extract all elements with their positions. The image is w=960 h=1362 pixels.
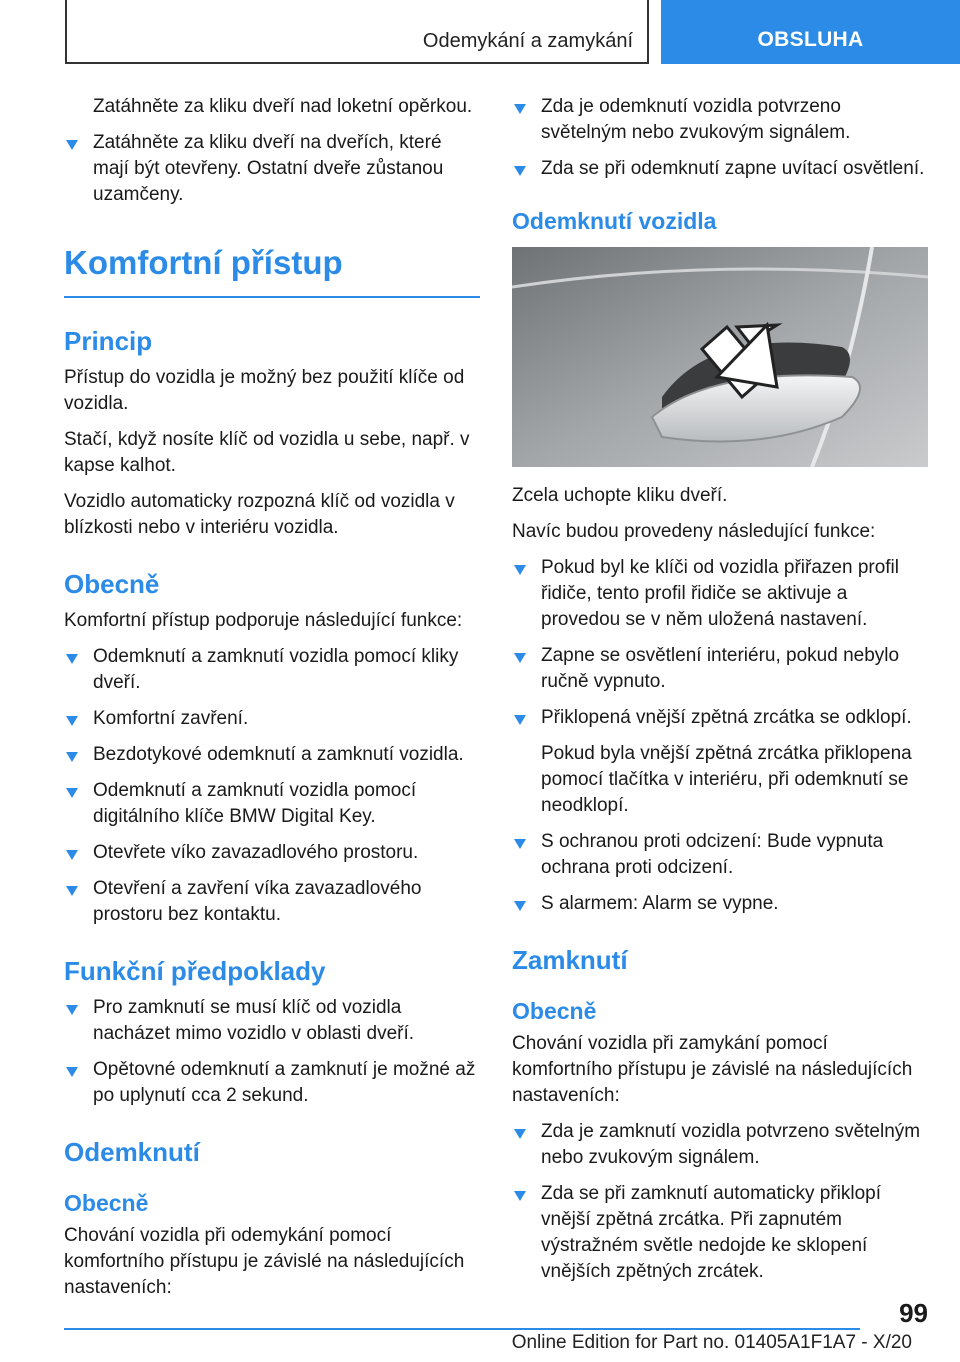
header-box — [65, 0, 649, 64]
list-item: Zda se při odemknutí zapne uvítací osvětlení. — [512, 156, 928, 182]
odemknuti-vozidla-heading: Odemknutí vozidla — [512, 208, 717, 234]
list-item: Otevřete víko zavazadlového prostoru. — [64, 840, 480, 866]
list-item: Komfortní zavření. — [64, 706, 480, 732]
bullet-triangle-icon — [66, 654, 78, 664]
bullet-triangle-icon — [66, 850, 78, 860]
obecne-intro: Komfortní přístup podporuje následující funkce: — [64, 610, 463, 631]
list-item: Bezdotykové odemknutí a zamknutí vozidla. — [64, 742, 480, 768]
bullet-triangle-icon — [66, 716, 78, 726]
zamknuti-subheading: Obecně — [512, 998, 597, 1024]
list-item: Odemknutí a zamknutí vozidla pomocí digitálního klíče BMW Digital Key. — [64, 778, 480, 830]
princip-para: Přístup do vozidla je možný bez použití klíče od vozidla. — [64, 367, 465, 414]
bullet-triangle-icon — [514, 166, 526, 176]
princip-para: Vozidlo automaticky rozpozná klíč od vozidla v blízkosti nebo v interiéru vozidla. — [64, 491, 455, 538]
mirror-note: Pokud byla vnější zpětná zrcátka přiklopena pomocí tlačítka v interiéru, při odemknutí se neodklopí. — [541, 743, 912, 816]
list-item: Pro zamknutí se musí klíč od vozidla nacházet mimo vozidlo v oblasti dveří. — [64, 995, 480, 1047]
list-item: Přiklopená vnější zpětná zrcátka se odklopí. — [512, 705, 928, 731]
intro-list — [64, 130, 480, 208]
right-column — [512, 94, 928, 1295]
bullet-triangle-icon — [66, 1005, 78, 1015]
bullet-triangle-icon — [66, 886, 78, 896]
zamknuti-para: Chování vozidla při zamykání pomocí komfortního přístupu je závislé na následujících nastaveních: — [512, 1033, 913, 1106]
intro-paragraph: Zatáhněte za kliku dveří nad loketní opěrkou. — [93, 96, 473, 117]
list-item: S ochranou proti odcizení: Bude vypnuta ochrana proti odcizení. — [512, 829, 928, 881]
princip-para: Stačí, když nosíte klíč od vozidla u sebe, např. v kapse kalhot. — [64, 429, 470, 476]
footer-edition: Online Edition for Part no. 01405A1F1A7 - X/20 — [511, 1332, 912, 1353]
princip-heading: Princip — [64, 326, 153, 356]
unlock-functions-list-2 — [512, 829, 928, 917]
main-title: Komfortní přístup — [64, 244, 480, 298]
list-item: Zapne se osvětlení interiéru, pokud nebylo ručně vypnuto. — [512, 643, 928, 695]
footer-divider — [64, 1328, 860, 1330]
lock-settings-list — [512, 1119, 928, 1285]
image-caption: Zcela uchopte kliku dveří. — [512, 485, 728, 506]
bullet-triangle-icon — [514, 839, 526, 849]
bullet-triangle-icon — [66, 752, 78, 762]
list-item: S alarmem: Alarm se vypne. — [512, 891, 928, 917]
functions-intro: Navíc budou provedeny následující funkce: — [512, 521, 876, 542]
header-title: Odemykání a zamykání — [422, 30, 633, 52]
door-handle-image — [512, 247, 928, 467]
left-column — [64, 94, 480, 1311]
unlock-functions-list — [512, 555, 928, 731]
bullet-triangle-icon — [514, 104, 526, 114]
page-number: 99 — [899, 1298, 928, 1328]
zamknuti-heading: Zamknutí — [512, 945, 628, 975]
bullet-triangle-icon — [66, 140, 78, 150]
bullet-triangle-icon — [514, 565, 526, 575]
bullet-triangle-icon — [66, 1067, 78, 1077]
odemknuti-subheading: Obecně — [64, 1190, 149, 1216]
bullet-triangle-icon — [66, 788, 78, 798]
obecne-heading: Obecně — [64, 569, 160, 599]
odemknuti-para: Chování vozidla při odemykání pomocí komfortního přístupu je závislé na následujících nastaveních: — [64, 1225, 465, 1298]
list-item: Pokud byl ke klíči od vozidla přiřazen profil řidiče, tento profil řidiče se aktivuje a provedou se v něm uložená nastavení. — [512, 555, 928, 633]
list-item: Zda je odemknutí vozidla potvrzeno světelným nebo zvukovým signálem. — [512, 94, 928, 146]
predpoklady-heading: Funkční předpoklady — [64, 956, 326, 986]
list-item: Otevření a zavření víka zavazadlového prostoru bez kontaktu. — [64, 876, 480, 928]
functions-list — [64, 644, 480, 928]
door-handle-illustration — [512, 247, 928, 467]
bullet-triangle-icon — [514, 901, 526, 911]
list-item: Zda je zamknutí vozidla potvrzeno světelným nebo zvukovým signálem. — [512, 1119, 928, 1171]
bullet-triangle-icon — [514, 653, 526, 663]
top-list — [512, 94, 928, 182]
bullet-triangle-icon — [514, 1129, 526, 1139]
bullet-triangle-icon — [514, 715, 526, 725]
list-item: Zda se při zamknutí automaticky přiklopí vnější zpětná zrcátka. Při zapnutém výstražném světle nedojde ke sklopení vnějších zpětných zrcátek. — [512, 1181, 928, 1285]
list-item: Odemknutí a zamknutí vozidla pomocí kliky dveří. — [64, 644, 480, 696]
odemknuti-heading: Odemknutí — [64, 1137, 200, 1167]
section-tab: OBSLUHA — [661, 0, 960, 64]
list-item: Zatáhněte za kliku dveří na dveřích, které mají být otevřeny. Ostatní dveře zůstanou uzamčeny. — [64, 130, 480, 208]
bullet-triangle-icon — [514, 1191, 526, 1201]
predpoklady-list — [64, 995, 480, 1109]
list-item: Opětovné odemknutí a zamknutí je možné až po uplynutí cca 2 sekund. — [64, 1057, 480, 1109]
